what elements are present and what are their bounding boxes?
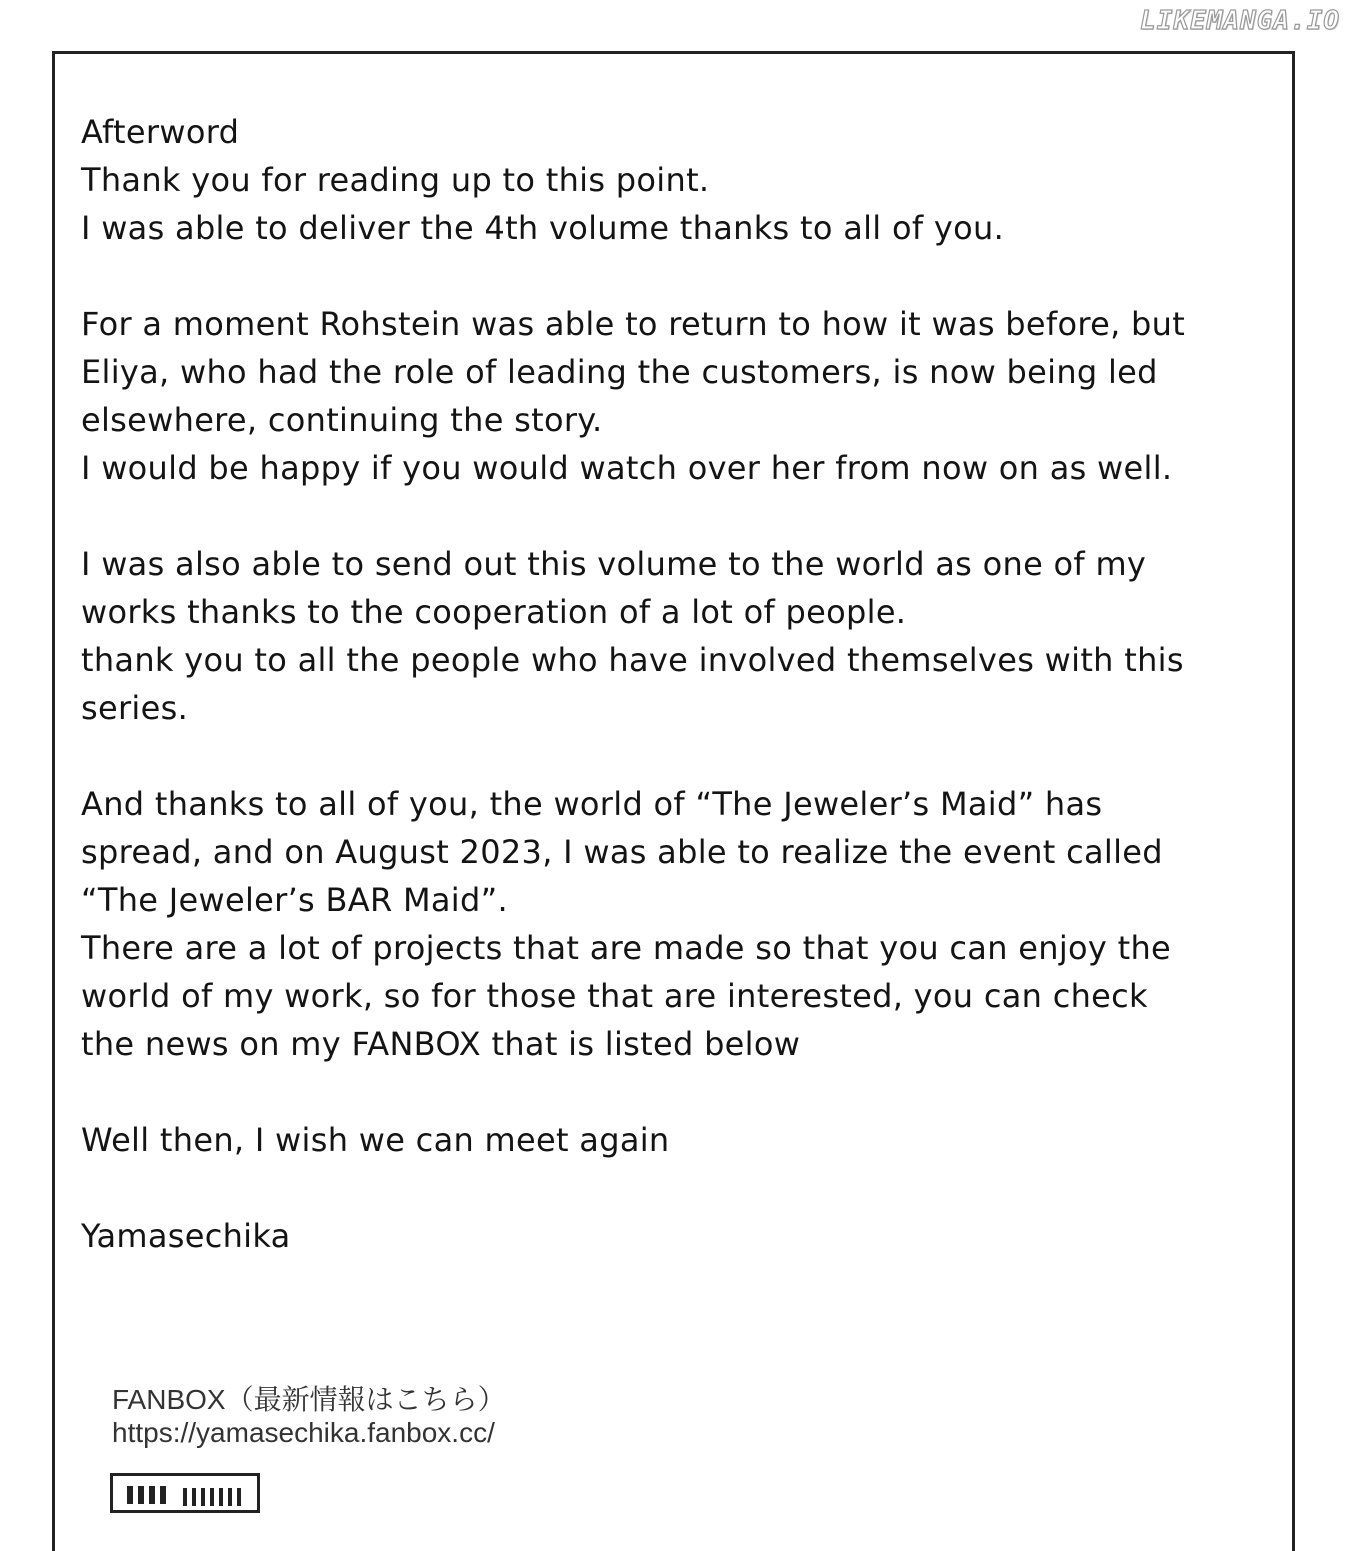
letter-line: For a moment Rohstein was able to return to how it was before, but <box>81 305 1186 343</box>
letter-line: I would be happy if you would watch over her from now on as well. <box>81 449 1173 487</box>
letter-line: thank you to all the people who have involved themselves with this <box>81 641 1184 679</box>
letter-line: the news on my FANBOX that is listed below <box>81 1025 801 1063</box>
letter-line: I was able to deliver the 4th volume thanks to all of you. <box>81 209 1005 247</box>
qr-code-icon[interactable] <box>110 1473 260 1513</box>
fanbox-label: FANBOX（最新情報はこちら） <box>112 1384 506 1415</box>
letter-line: works thanks to the cooperation of a lot of people. <box>81 593 907 631</box>
letter-line: Thank you for reading up to this point. <box>81 161 710 199</box>
letter-signature: Yamasechika <box>81 1217 291 1255</box>
paragraph-gap <box>81 492 1271 540</box>
letter-closing: Well then, I wish we can meet again <box>81 1121 670 1159</box>
paragraph-gap <box>81 252 1271 300</box>
fanbox-url-link[interactable]: https://yamasechika.fanbox.cc/ <box>112 1417 495 1448</box>
paragraph-gap <box>81 732 1271 780</box>
letter-line: world of my work, so for those that are interested, you can check <box>81 977 1148 1015</box>
afterword-letter <box>81 108 1271 1260</box>
site-watermark: LIKEMANGA.IO <box>1140 6 1340 36</box>
paragraph-gap <box>81 1068 1271 1116</box>
letter-title: Afterword <box>81 113 240 151</box>
letter-line: “The Jeweler’s BAR Maid”. <box>81 881 508 919</box>
letter-line: series. <box>81 689 189 727</box>
letter-line: And thanks to all of you, the world of “The Jeweler’s Maid” has <box>81 785 1103 823</box>
letter-line: Eliya, who had the role of leading the customers, is now being led <box>81 353 1158 391</box>
letter-line: I was also able to send out this volume to the world as one of my <box>81 545 1147 583</box>
letter-line: elsewhere, continuing the story. <box>81 401 603 439</box>
letter-line: spread, and on August 2023, I was able to realize the event called <box>81 833 1163 871</box>
letter-line: There are a lot of projects that are made so that you can enjoy the <box>81 929 1172 967</box>
paragraph-gap <box>81 1164 1271 1212</box>
